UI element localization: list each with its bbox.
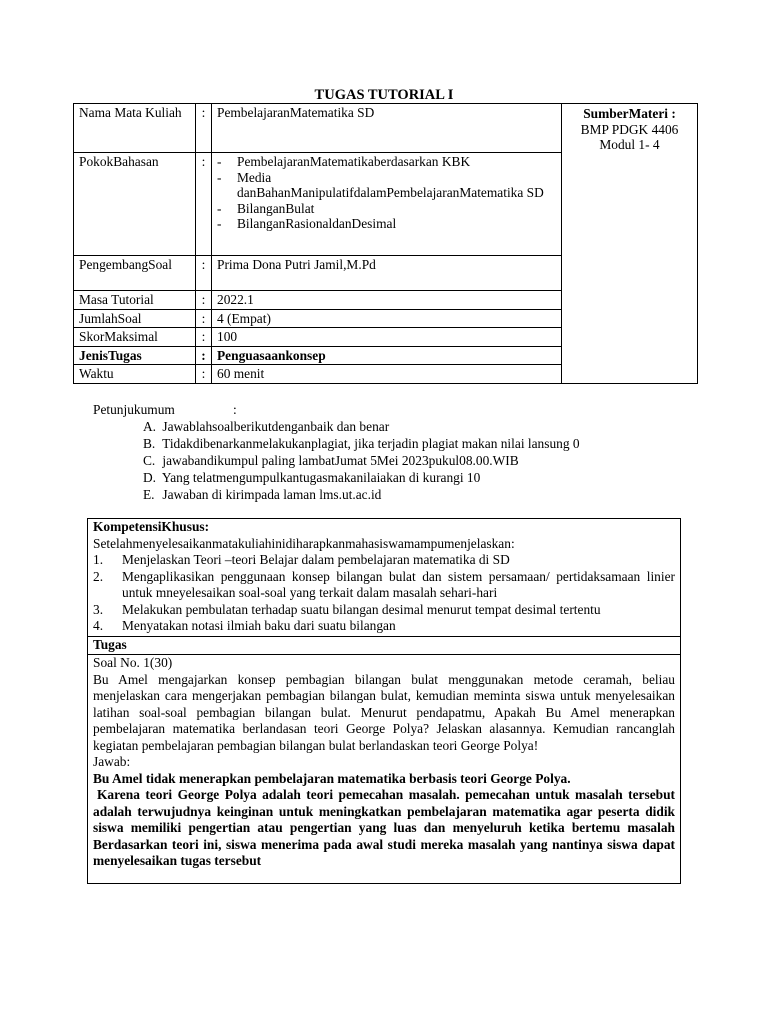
kompetensi-cell [88,519,681,637]
colon: : [196,309,212,328]
tugas-heading: Tugas [88,636,681,655]
list-item: 1. Menjelaskan Teori –teori Belajar dalam pembelajaran matematika di SD [93,552,510,567]
list-item: 3. Melakukan pembulatan terhadap suatu bilangan desimal menurut tempat desimal tertentu [93,601,601,617]
tugas-body [93,655,675,882]
sumber-modul: Modul 1- 4 [599,137,660,152]
waktu-value: 60 menit [212,365,562,384]
table-row [88,636,681,655]
list-item: A. Jawablahsoalberikutdenganbaik dan benar [143,419,390,434]
colon: : [196,104,212,153]
list-item: E. Jawaban di kirimpada laman lms.ut.ac.id [143,487,382,502]
pokok-label: PokokBahasan [74,153,196,256]
topic-list [217,154,556,232]
table-row [88,519,681,637]
colon: : [196,153,212,256]
kompetensi-intro: Setelahmenyelesaikanmatakuliahinidiharapkanmahasiswamampumenjelaskan: [93,535,515,551]
course-info-table [73,103,698,384]
waktu-label: Waktu [74,365,196,384]
jawab-label: Jawab: [93,754,131,769]
soal-text: Bu Amel mengajarkan konsep pembagian bilangan bulat menggunakan metode ceramah, beliau menjelaskan cara mengerjakan pembagian bilangan bulat, kemudian meminta siswa untuk menyelesaikan latihan soal-soal pembagian bilangan bulat. Menurut pendapatmu, Apakah Bu Amel menerapkan pembelajaran matematika berlandasan teori George Polya? Jelaskan alasannya. Kemudian rancanglah kegiatan pembelajaran pembagian bilangan bulat berlandaskan teori George Polya! [93,671,675,753]
jenis-value: Penguasaankonsep [212,346,562,365]
jumlah-label: JumlahSoal [74,309,196,328]
colon: : [196,346,212,365]
list-item: - BilanganBulat [217,201,556,217]
sumber-label: SumberMateri : [583,106,676,121]
list-item: C. jawabandikumpul paling lambatJumat 5Mei 2023pukul08.00.WIB [143,453,519,468]
table-row [74,104,698,153]
pengembang-value: Prima Dona Putri Jamil,M.Pd [212,256,562,291]
list-item: 4. Menyatakan notasi ilmiah baku dari suatu bilangan [93,618,396,633]
answer-paragraph-1: Bu Amel tidak menerapkan pembelajaran matematika berbasis teori George Polya. [93,770,571,786]
list-item: - BilanganRasionaldanDesimal [217,216,556,232]
sumber-value: BMP PDGK 4406 [580,121,679,137]
petunjuk-umum [93,401,580,503]
kompetensi-heading: KompetensiKhusus: [93,519,210,534]
nama-label: Nama Mata Kuliah [74,104,196,153]
skor-value: 100 [212,328,562,347]
skor-label: SkorMaksimal [74,328,196,347]
sumber-materi-cell [562,104,698,384]
list-item: D. Yang telatmengumpulkantugasmakanilaiakan di kurangi 10 [143,470,481,485]
list-item: - PembelajaranMatematikaberdasarkan KBK [217,154,556,170]
list-item: 2. Mengaplikasikan penggunaan konsep bilangan bulat dan sistem persamaan/ pertidaksamaan linier untuk mneyelesaikan soal-soal yang terkait dalam masalah sehari-hari [93,568,675,600]
masa-label: Masa Tutorial [74,291,196,310]
colon: : [196,256,212,291]
petunjuk-list [93,418,580,503]
pokok-value [212,153,562,256]
table-row [88,655,681,884]
colon: : [196,328,212,347]
petunjuk-label: Petunjukumum [93,402,175,417]
answer-paragraph-2: Karena teori George Polya adalah teori pemecahan masalah. pemecahan untuk masalah tersebut adalah terwujudnya keinginan untuk meningkatkan pembelajaran matematika agar peserta didik siswa memiliki pengertian atau pengertian yang luas dan menyeluruh ketika bertemu masalah Berdasarkan teori ini, siswa menerima pada awal studi mereka masalah yang nantinya siswa dapat menyelesaikan tugas tersebut [93,787,675,868]
masa-value: 2022.1 [212,291,562,310]
soal-number: Soal No. 1(30) [93,655,173,670]
pengembang-label: PengembangSoal [74,256,196,291]
petunjuk-colon: : [233,402,237,417]
list-item: - Media danBahanManipulatifdalamPembelajaranMatematika SD [217,170,556,201]
list-item: B. Tidakdibenarkanmelakukanplagiat, jika terjadin plagiat makan nilai lansung 0 [143,436,580,451]
colon: : [196,365,212,384]
colon: : [196,291,212,310]
jenis-label: JenisTugas [74,346,196,365]
nama-value: PembelajaranMatematika SD [212,104,562,153]
tugas-cell [88,655,681,884]
jumlah-value: 4 (Empat) [212,309,562,328]
document-title: TUGAS TUTORIAL I [314,87,454,103]
task-table [87,518,681,884]
kompetensi-list [93,552,675,635]
